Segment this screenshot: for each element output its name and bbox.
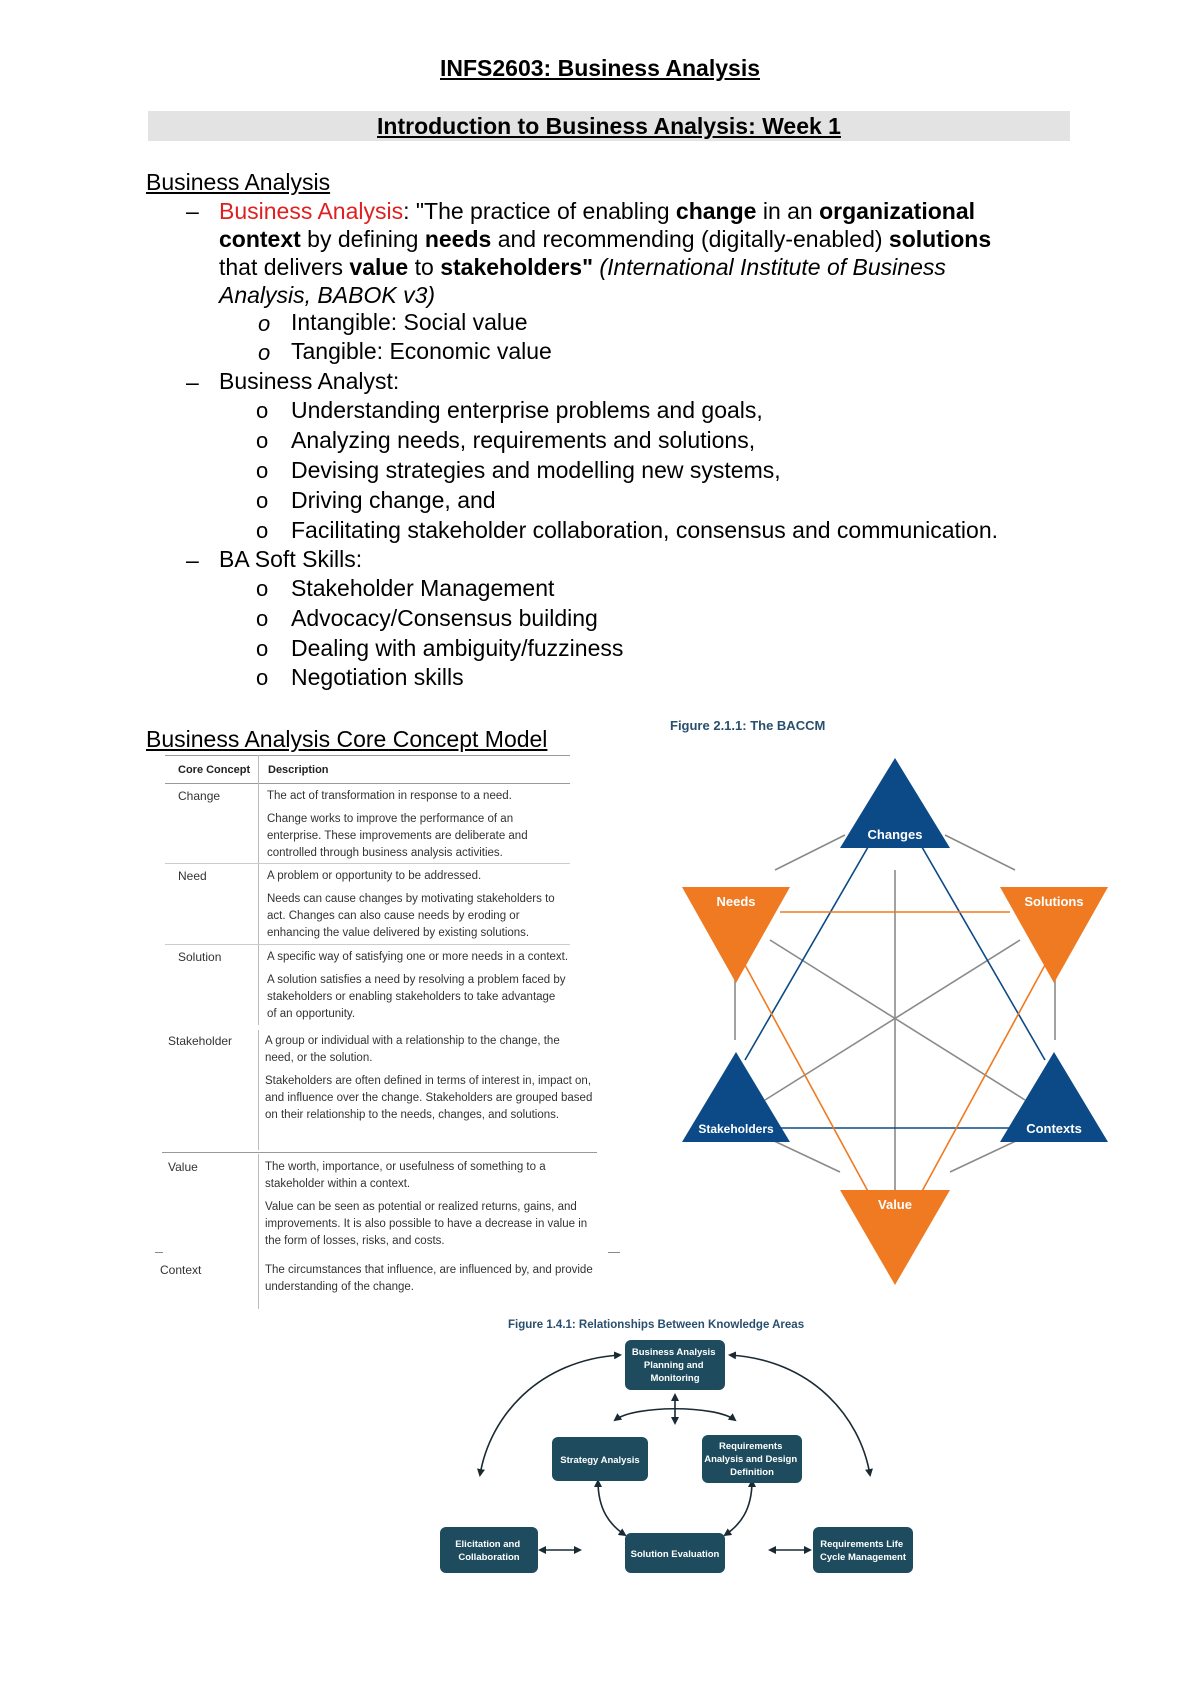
table-rule: [165, 863, 570, 864]
changes-label: Changes: [867, 827, 923, 842]
table-desc: The act of transformation in response to a need.: [267, 790, 512, 802]
section-heading-business-analysis: Business Analysis: [146, 169, 331, 195]
list-item: Dealing with ambiguity/fuzziness: [291, 635, 624, 661]
table-rule: [165, 944, 570, 945]
table-desc: The circumstances that influence, are influenced by, and provide understanding of the change.: [265, 1264, 593, 1293]
elicitation-label-2: Collaboration: [458, 1552, 520, 1563]
planning-label-1: Business Analysis: [631, 1347, 716, 1358]
radd-label-3: Definition: [730, 1467, 774, 1478]
document-subtitle: Introduction to Business Analysis: Week 1: [148, 111, 1070, 141]
table-term: Change: [178, 789, 221, 803]
table-term: Need: [178, 869, 207, 883]
stakeholders-label: Stakeholders: [698, 1122, 774, 1136]
bullet-glyph: o: [256, 428, 269, 453]
dash-bullet: –: [186, 547, 199, 573]
value-label: Value: [878, 1197, 912, 1212]
table-desc: Stakeholders are often defined in terms of interest in, impact on, and influence over the change. Stakeholders are grouped based on their relationship to the needs, changes, and solutions.: [265, 1075, 593, 1121]
table-term: Solution: [178, 950, 222, 964]
contexts-label: Contexts: [1026, 1121, 1082, 1136]
table-header-description: Description: [268, 764, 329, 776]
bullet-glyph: o: [256, 488, 269, 513]
table-divider: [258, 1030, 259, 1150]
bullet-glyph: o: [256, 606, 269, 631]
bullet-glyph: o: [256, 576, 269, 601]
rlcm-label-1: Requirements Life: [820, 1539, 904, 1550]
table-header-core-concept: Core Concept: [178, 764, 251, 776]
table-term: Context: [160, 1263, 202, 1277]
needs-label: Needs: [716, 894, 756, 909]
table-desc: Needs can cause changes by motivating stakeholders to act. Changes can also cause needs by eroding or enhancing the value delivered by existing solutions.: [267, 893, 555, 939]
section-heading-core-concept-model: Business Analysis Core Concept Model: [146, 726, 548, 752]
list-item: Intangible: Social value: [291, 309, 528, 335]
bullet-glyph: o: [256, 458, 269, 483]
radd-label-1: Requirements: [719, 1441, 783, 1452]
list-item: Stakeholder Management: [291, 575, 555, 601]
table-divider: [258, 755, 259, 1025]
list-item: Understanding enterprise problems and goals,: [291, 397, 763, 423]
rlcm-label-2: Cycle Management: [819, 1552, 907, 1563]
bullet-glyph: o: [256, 398, 269, 423]
evaluation-label: Solution Evaluation: [630, 1549, 720, 1560]
soft-skills-label: BA Soft Skills:: [219, 546, 363, 572]
list-item: Analyzing needs, requirements and solutions,: [291, 427, 756, 453]
bullet-glyph: o: [256, 518, 269, 543]
table-rule: [608, 1252, 620, 1253]
list-item: Advocacy/Consensus building: [291, 605, 598, 631]
table-term: Stakeholder: [168, 1034, 233, 1048]
business-analyst-label: Business Analyst:: [219, 368, 400, 394]
list-item: Driving change, and: [291, 487, 496, 513]
bullet-glyph: o: [258, 340, 271, 365]
strategy-label: Strategy Analysis: [560, 1455, 640, 1466]
knowledge-areas-diagram: [430, 1335, 920, 1635]
table-rule: [162, 1152, 597, 1153]
table-desc: A group or individual with a relationship to the change, the need, or the solution.: [265, 1035, 560, 1064]
table-term: Value: [168, 1160, 198, 1174]
planning-label-3: Monitoring: [650, 1373, 700, 1384]
table-desc: A problem or opportunity to be addressed.: [267, 870, 482, 882]
table-rule: [155, 1252, 163, 1253]
list-item: Facilitating stakeholder collaboration, consensus and communication.: [291, 517, 999, 543]
table-divider: [258, 1154, 259, 1309]
table-desc: Value can be seen as potential or realized returns, gains, and improvements. It is also possible to have a decrease in value in the form of losses, risks, and costs.: [265, 1201, 588, 1247]
bullet-glyph: o: [258, 311, 271, 336]
baccm-caption: Figure 2.1.1: The BACCM: [670, 718, 826, 733]
rlcm-box: [813, 1527, 913, 1573]
definition-paragraph: Business Analysis: "The practice of enabling change in an organizational context by defining needs and recommending (digitally-enabled) solutions that delivers value to stakeholders" (International Institute of Business Analysis, BABOK v3): [219, 198, 992, 308]
baccm-diagram: [660, 740, 1130, 1300]
table-desc: The worth, importance, or usefulness of something to a stakeholder within a context.: [265, 1161, 546, 1190]
table-rule: [165, 755, 570, 756]
definition-term: Business Analysis: [219, 198, 404, 224]
list-item: Tangible: Economic value: [291, 338, 552, 364]
list-item: Negotiation skills: [291, 664, 464, 690]
table-rule: [165, 783, 570, 784]
dash-bullet: –: [186, 369, 199, 395]
document-title: INFS2603: Business Analysis: [439, 55, 760, 81]
elicitation-box: [440, 1527, 538, 1573]
dash-bullet: –: [186, 198, 199, 224]
bullet-glyph: o: [256, 636, 269, 661]
elicitation-label-1: Elicitation and: [455, 1539, 521, 1550]
bullet-glyph: o: [256, 665, 269, 690]
ka-caption: Figure 1.4.1: Relationships Between Knowledge Areas: [508, 1319, 805, 1331]
table-desc: A solution satisfies a need by resolving a problem faced by stakeholders or enabling stakeholders to take advantage of an opportunity.: [267, 974, 566, 1020]
table-desc: A specific way of satisfying one or more needs in a context.: [267, 951, 569, 963]
list-item: Devising strategies and modelling new systems,: [291, 457, 781, 483]
radd-label-2: Analysis and Design: [704, 1454, 798, 1465]
planning-label-2: Planning and: [643, 1360, 704, 1371]
solutions-label: Solutions: [1024, 894, 1084, 909]
table-desc: Change works to improve the performance of an enterprise. These improvements are deliberate and controlled through business analysis activities.: [267, 813, 528, 859]
